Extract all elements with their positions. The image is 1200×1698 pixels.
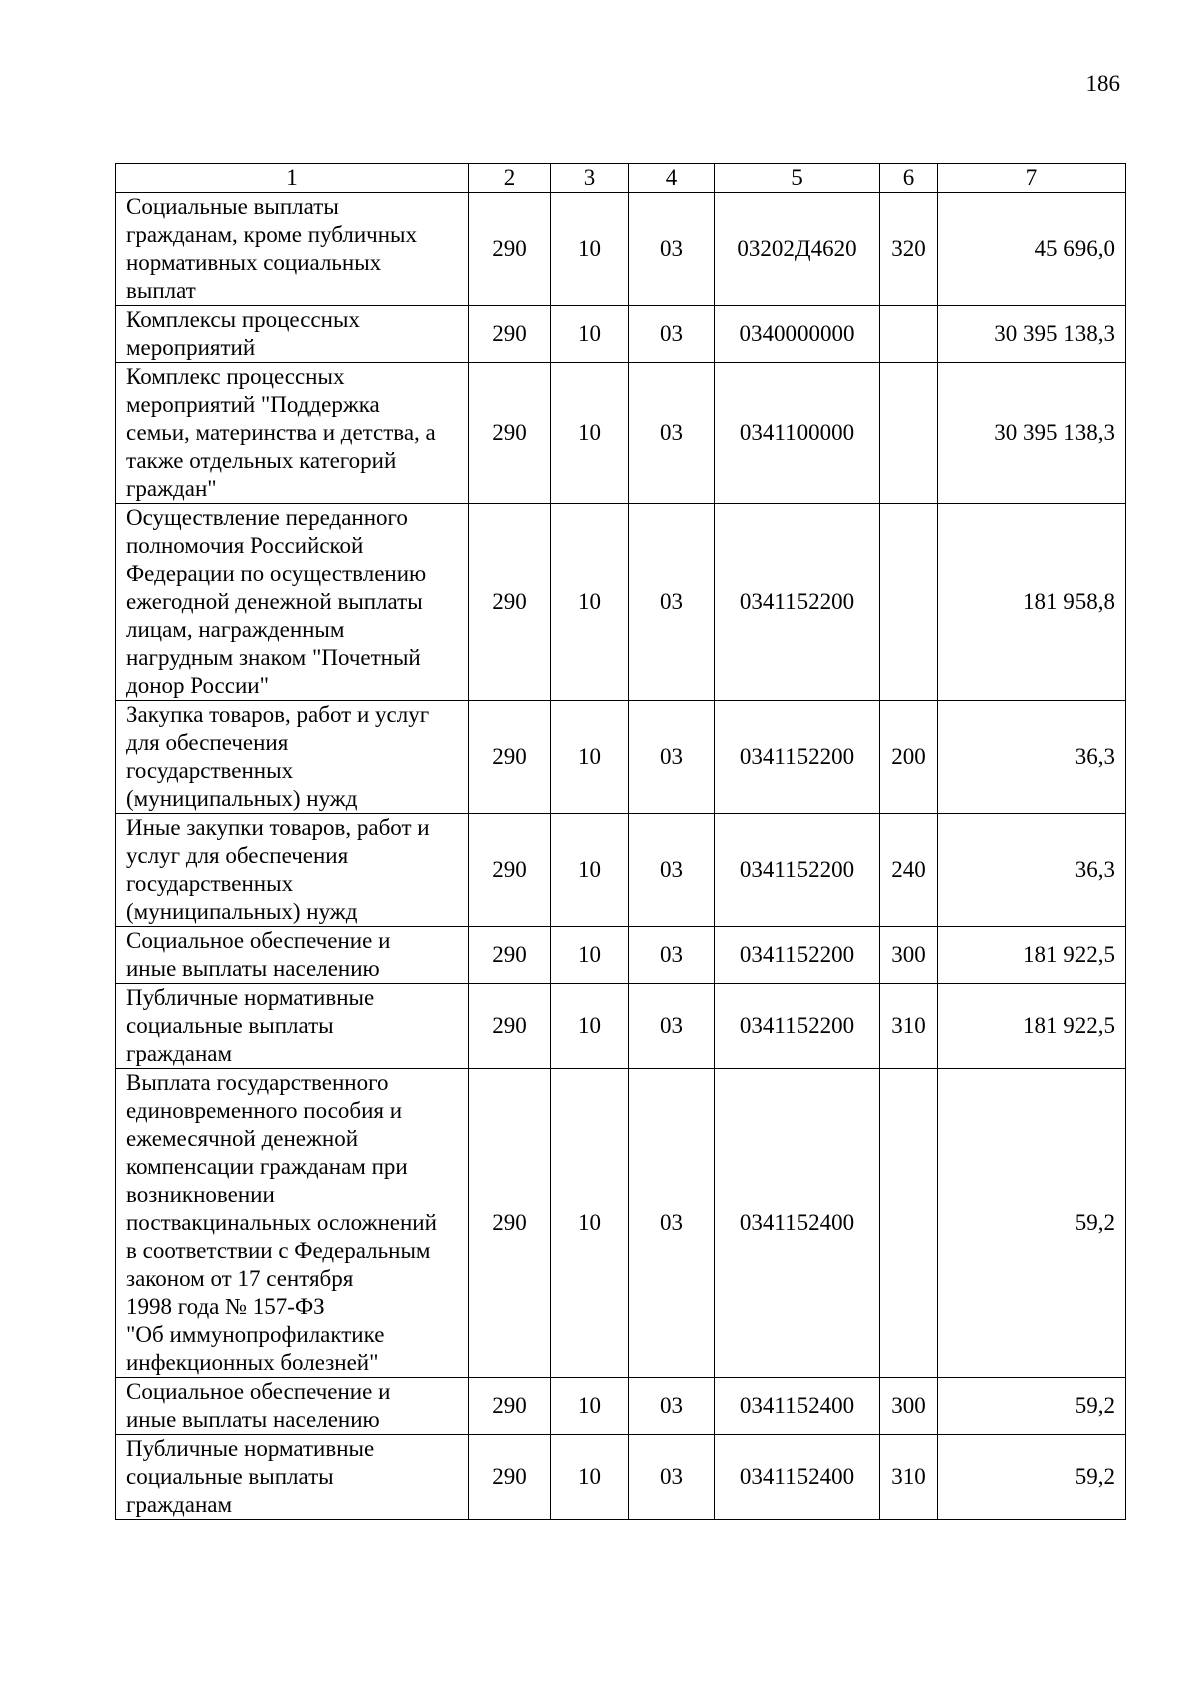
row-name-cell: Осуществление переданного полномочия Российской Федерации по осуществлению ежегодной денежной выплаты лицам, награжденным нагрудным знаком "Почетный донор России" [116,504,469,701]
row-amount-cell: 181 922,5 [938,984,1126,1069]
row-amount-cell: 45 696,0 [938,193,1126,306]
row-amount-cell: 30 395 138,3 [938,306,1126,363]
row-target-article-cell: 0341152400 [715,1378,880,1435]
header-cell: 7 [938,164,1126,193]
row-section-cell: 10 [551,306,629,363]
row-amount-cell: 36,3 [938,701,1126,814]
row-name-cell: Иные закупки товаров, работ и услуг для обеспечения государственных (муниципальных) нужд [116,814,469,927]
table-row [116,814,1126,927]
row-expense-type-cell [880,1069,938,1378]
row-section-cell: 10 [551,984,629,1069]
row-section-cell: 10 [551,814,629,927]
table-row [116,193,1126,306]
row-amount-cell: 36,3 [938,814,1126,927]
row-target-article-cell: 0341152200 [715,504,880,701]
row-amount-cell: 181 958,8 [938,504,1126,701]
row-expense-type-cell: 300 [880,1378,938,1435]
row-expense-type-cell [880,306,938,363]
row-section-cell: 10 [551,701,629,814]
row-section-cell: 10 [551,504,629,701]
table-row [116,1435,1126,1520]
row-expense-type-cell: 320 [880,193,938,306]
row-name-cell: Комплексы процессных мероприятий [116,306,469,363]
table-row [116,504,1126,701]
row-name-cell: Социальное обеспечение и иные выплаты населению [116,1378,469,1435]
row-expense-type-cell: 310 [880,1435,938,1520]
row-code-cell: 290 [469,701,551,814]
row-amount-cell: 59,2 [938,1378,1126,1435]
table-row [116,984,1126,1069]
table-header-row [116,164,1126,193]
header-cell: 2 [469,164,551,193]
row-expense-type-cell [880,504,938,701]
header-cell: 4 [629,164,715,193]
row-code-cell: 290 [469,1435,551,1520]
row-expense-type-cell [880,363,938,504]
row-subsection-cell: 03 [629,1435,715,1520]
header-cell: 6 [880,164,938,193]
header-cell: 3 [551,164,629,193]
row-section-cell: 10 [551,193,629,306]
row-code-cell: 290 [469,363,551,504]
row-code-cell: 290 [469,306,551,363]
row-section-cell: 10 [551,927,629,984]
row-subsection-cell: 03 [629,984,715,1069]
row-amount-cell: 59,2 [938,1435,1126,1520]
row-expense-type-cell: 300 [880,927,938,984]
row-code-cell: 290 [469,1069,551,1378]
table-row [116,363,1126,504]
row-expense-type-cell: 240 [880,814,938,927]
row-code-cell: 290 [469,984,551,1069]
row-subsection-cell: 03 [629,504,715,701]
row-name-cell: Социальное обеспечение и иные выплаты населению [116,927,469,984]
row-name-cell: Социальные выплаты гражданам, кроме публичных нормативных социальных выплат [116,193,469,306]
row-subsection-cell: 03 [629,701,715,814]
row-subsection-cell: 03 [629,814,715,927]
row-amount-cell: 181 922,5 [938,927,1126,984]
row-code-cell: 290 [469,814,551,927]
row-code-cell: 290 [469,193,551,306]
row-target-article-cell: 0341152200 [715,984,880,1069]
row-target-article-cell: 0340000000 [715,306,880,363]
row-name-cell: Публичные нормативные социальные выплаты гражданам [116,1435,469,1520]
table-row [116,1378,1126,1435]
table-row [116,927,1126,984]
row-section-cell: 10 [551,1435,629,1520]
row-section-cell: 10 [551,1378,629,1435]
table-row [116,701,1126,814]
row-name-cell: Комплекс процессных мероприятий "Поддержка семьи, материнства и детства, а также отдельных категорий граждан" [116,363,469,504]
table-row [116,306,1126,363]
budget-table [115,163,1126,1520]
row-code-cell: 290 [469,927,551,984]
row-subsection-cell: 03 [629,1378,715,1435]
row-amount-cell: 30 395 138,3 [938,363,1126,504]
row-target-article-cell: 0341152200 [715,701,880,814]
page-number: 186 [1085,71,1120,96]
row-name-cell: Закупка товаров, работ и услуг для обеспечения государственных (муниципальных) нужд [116,701,469,814]
row-code-cell: 290 [469,504,551,701]
row-expense-type-cell: 200 [880,701,938,814]
row-subsection-cell: 03 [629,363,715,504]
row-subsection-cell: 03 [629,927,715,984]
row-target-article-cell: 0341100000 [715,363,880,504]
row-subsection-cell: 03 [629,193,715,306]
row-expense-type-cell: 310 [880,984,938,1069]
row-name-cell: Выплата государственного единовременного пособия и ежемесячной денежной компенсации гражданам при возникновении поствакцинальных осложнений в соответствии с Федеральным законом от 17 сентября 1998 года № 157-ФЗ "Об иммунопрофилактике инфекционных болезней" [116,1069,469,1378]
row-amount-cell: 59,2 [938,1069,1126,1378]
row-subsection-cell: 03 [629,306,715,363]
row-code-cell: 290 [469,1378,551,1435]
row-target-article-cell: 03202Д4620 [715,193,880,306]
row-target-article-cell: 0341152400 [715,1435,880,1520]
row-target-article-cell: 0341152200 [715,927,880,984]
header-cell: 1 [116,164,469,193]
row-section-cell: 10 [551,1069,629,1378]
header-cell: 5 [715,164,880,193]
row-target-article-cell: 0341152200 [715,814,880,927]
row-name-cell: Публичные нормативные социальные выплаты гражданам [116,984,469,1069]
table-row [116,1069,1126,1378]
row-subsection-cell: 03 [629,1069,715,1378]
row-section-cell: 10 [551,363,629,504]
row-target-article-cell: 0341152400 [715,1069,880,1378]
